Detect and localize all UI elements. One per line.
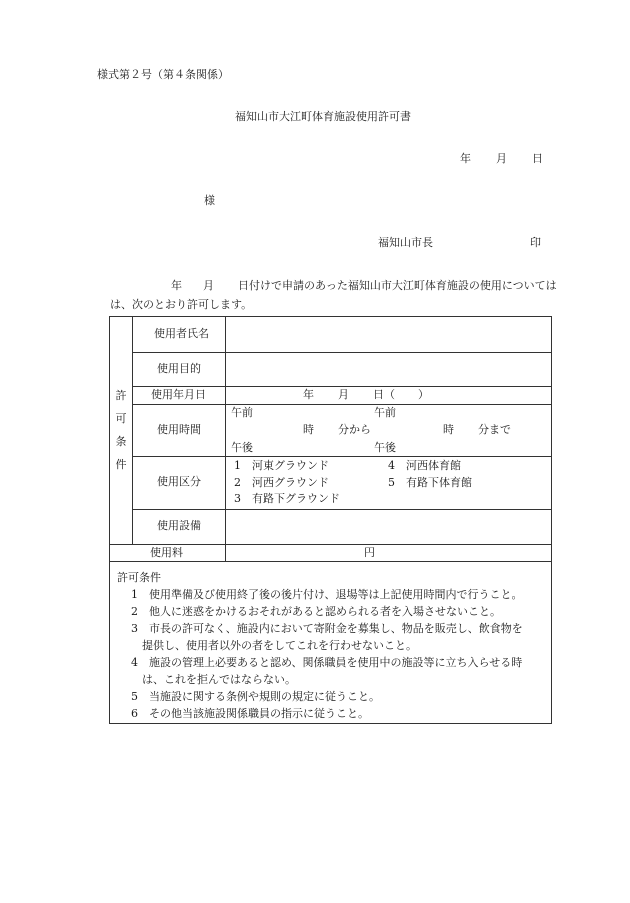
- document-title: 福知山市大江町体育施設使用許可書: [235, 110, 411, 123]
- end-hour: 時: [443, 423, 454, 436]
- date-label: 使用年月日: [151, 388, 206, 401]
- start-am: 午前: [231, 406, 253, 419]
- end-minute-to: 分まで: [478, 423, 511, 436]
- equipment-label: 使用設備: [157, 519, 201, 532]
- use-date-day: 日（: [373, 388, 395, 401]
- row-divider: [110, 561, 552, 562]
- category-option: 1 河東グラウンド: [234, 459, 329, 472]
- row-divider: [132, 509, 552, 510]
- start-hour: 時: [303, 423, 314, 436]
- intro-line2: は、次のとおり許可します。: [110, 298, 253, 311]
- row-divider: [132, 404, 552, 405]
- row-divider: [132, 386, 552, 387]
- side-label-char: 可: [115, 412, 127, 425]
- date-year-label: 年: [460, 152, 471, 165]
- fee-unit: 円: [364, 546, 375, 559]
- addressee-suffix: 様: [204, 194, 215, 207]
- condition-item: 提供し、使用者以外の者をしてこれを行わせないこと。: [142, 639, 417, 652]
- side-label-char: 件: [115, 458, 127, 471]
- row-divider: [132, 352, 552, 353]
- time-label: 使用時間: [157, 423, 201, 436]
- condition-item: 2 他人に迷惑をかけるおそれがあると認められる者を入場させないこと。: [131, 605, 501, 618]
- category-option: 3 有路下グラウンド: [234, 492, 340, 505]
- use-date-year: 年: [303, 388, 314, 401]
- end-am: 午前: [374, 406, 396, 419]
- start-minute-from: 分から: [338, 423, 371, 436]
- end-pm: 午後: [374, 441, 396, 454]
- conditions-heading: 許可条件: [117, 571, 161, 584]
- row-divider: [132, 456, 552, 457]
- condition-item: 5 当施設に関する条例や規則の規定に従うこと。: [131, 690, 380, 703]
- user-name-label: 使用者氏名: [154, 327, 209, 340]
- date-day-label: 日: [532, 152, 543, 165]
- intro-year: 年: [171, 279, 182, 292]
- side-label-char: 条: [115, 435, 127, 448]
- form-number: 様式第２号（第４条関係）: [97, 68, 229, 81]
- condition-item: は、これを拒んではならない。: [142, 673, 296, 686]
- side-label-char: 許: [115, 389, 127, 402]
- category-option: 2 河西グラウンド: [234, 476, 329, 489]
- condition-item: 3 市長の許可なく、施設内において寄附金を募集し、物品を販売し、飲食物を: [131, 622, 523, 635]
- category-option: 4 河西体育館: [388, 459, 461, 472]
- use-date-month: 月: [338, 388, 349, 401]
- value-column-divider: [225, 317, 226, 561]
- fee-label: 使用料: [150, 546, 183, 559]
- condition-item: 1 使用準備及び使用終了後の後片付け、退場等は上記使用時間内で行うこと。: [131, 588, 523, 601]
- intro-line1-rest: 日付けで申請のあった福知山市大江町体育施設の使用については: [238, 279, 557, 292]
- category-option: 5 有路下体育館: [388, 476, 472, 489]
- issuer-name: 福知山市長: [378, 236, 433, 249]
- condition-item: 4 施設の管理上必要あると認め、関係職員を使用中の施設等に立ち入らせる時: [131, 656, 523, 669]
- issuer-seal: 印: [530, 236, 541, 249]
- category-label: 使用区分: [157, 475, 201, 488]
- intro-month: 月: [203, 279, 214, 292]
- condition-item: 6 その他当該施設関係職員の指示に従うこと。: [131, 707, 369, 720]
- row-divider: [110, 544, 552, 545]
- use-date-close: ）: [418, 388, 429, 401]
- start-pm: 午後: [231, 441, 253, 454]
- date-month-label: 月: [496, 152, 507, 165]
- permit-form-table: [109, 316, 552, 724]
- purpose-label: 使用目的: [157, 362, 201, 375]
